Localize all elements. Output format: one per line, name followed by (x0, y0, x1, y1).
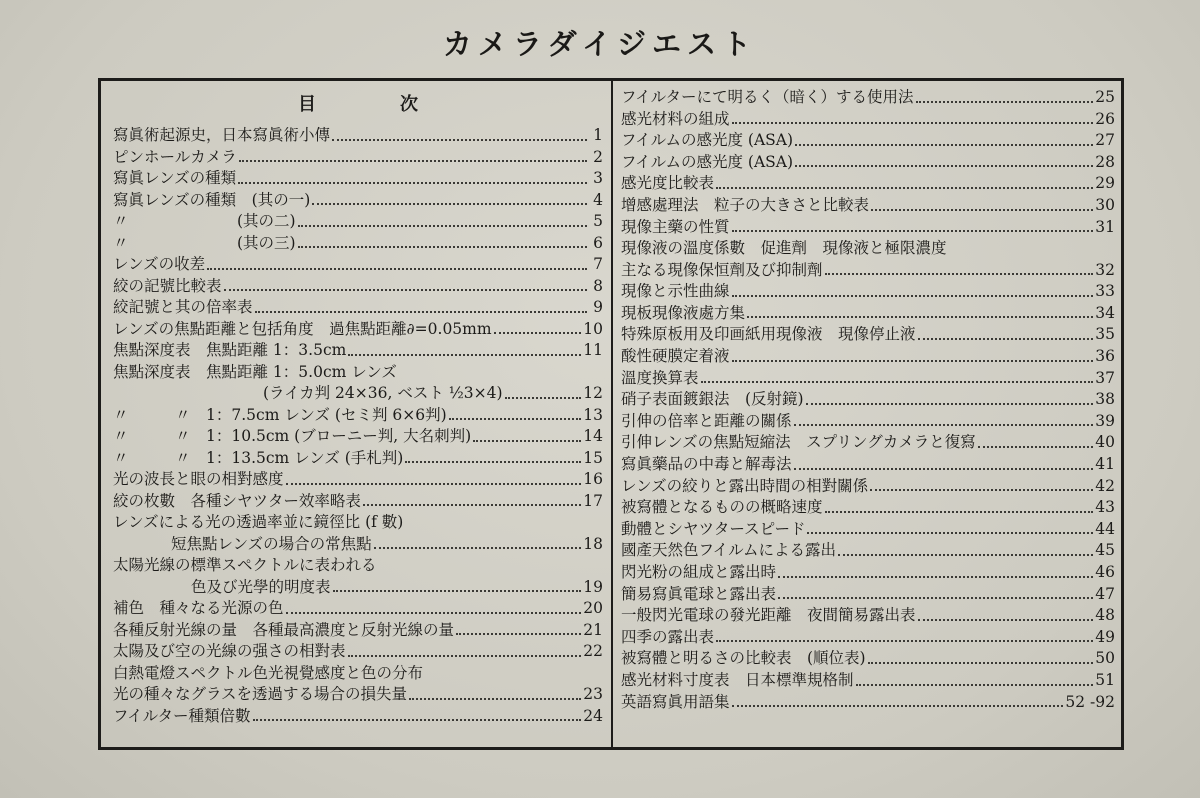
leader-dots (255, 310, 587, 313)
toc-entry-title: 絞の記號比較表 (113, 276, 222, 295)
toc-entry (113, 383, 603, 405)
toc-entry-page: 5 (593, 212, 603, 230)
leader-dots (312, 202, 587, 205)
toc-entry-title: 引伸レンズの焦點短縮法 スプリングカメラと復寫 (621, 433, 976, 452)
toc-entry-title: 絞の枚數 各種シヤツター效率略表 (113, 491, 361, 510)
leader-dots (494, 331, 582, 334)
leader-dots (286, 611, 582, 614)
toc-entry (621, 173, 1115, 195)
toc-entry-title: 四季の露出表 (621, 627, 715, 646)
toc-entry (621, 519, 1115, 541)
toc-entry-title: 太陽及び空の光線の强さの相對表 (113, 642, 346, 660)
toc-entry (113, 706, 603, 728)
toc-entry-title: 現像主藥の性質 (621, 217, 730, 236)
toc-entry-title: 光の種々なグラスを透過する場合の損失量 (113, 685, 408, 703)
toc-entry-page: 31 (1095, 217, 1115, 236)
toc-entry-page: 24 (583, 706, 603, 725)
leader-dots (374, 546, 582, 549)
toc-entry-title-line: 太陽光線の標準スペクトルに表われる (113, 556, 377, 574)
leader-dots (778, 596, 1093, 599)
toc-entry-title: 動體とシヤツタースピード (621, 519, 806, 538)
toc-entry (113, 577, 603, 599)
toc-entry-title: 酸性硬膜定着液 (621, 347, 730, 366)
toc-entry-title: レンズの焦點距離と包括角度 過焦點距離∂=0.05mm (113, 319, 492, 338)
toc-entry-page: 19 (583, 577, 603, 596)
toc-entry-title: 現像と示性曲線 (621, 282, 730, 301)
toc-entry (621, 217, 1115, 239)
toc-entry-title: 簡易寫眞電球と露出表 (621, 584, 777, 603)
toc-entry-title: 溫度換算表 (621, 368, 699, 387)
leader-dots (870, 488, 1093, 491)
toc-entry (621, 692, 1115, 714)
leader-dots (825, 272, 1094, 275)
toc-entry-title-line: レンズによる光の透過率並に鏡徑比 (f 數) (113, 513, 404, 531)
toc-entry-page: 43 (1095, 498, 1115, 517)
toc-entry (621, 130, 1115, 152)
toc-left-column (113, 81, 603, 727)
toc-entry-page: 3 (593, 169, 603, 187)
toc-entry (113, 297, 603, 319)
toc-entry-title: 寫眞レンズの種類 (其の一) (113, 190, 311, 209)
toc-entry (621, 152, 1115, 174)
toc-entry-title-line: 白熱電燈スペクトル色光視覺感度と色の分布 (113, 663, 424, 682)
toc-entry-title: フイルムの感光度 (ASA) (621, 131, 794, 150)
leader-dots (224, 288, 587, 291)
toc-entry-title: 國產天然色フイルムによる露出 (621, 541, 836, 560)
toc-entry-page: 13 (583, 405, 603, 424)
toc-entry (621, 540, 1115, 562)
toc-entry-title: 補色 種々なる光源の色 (113, 599, 284, 617)
leader-dots (825, 510, 1094, 513)
leader-dots (918, 337, 1094, 340)
toc-entry-title: 寫眞藥品の中毒と解毒法 (621, 455, 792, 473)
toc-entry (113, 125, 603, 147)
toc-entry-page: 12 (583, 384, 603, 402)
toc-entry (621, 346, 1115, 368)
toc-entry-title: フイルムの感光度 (ASA) (621, 152, 794, 171)
toc-entry-page: 38 (1095, 390, 1115, 409)
toc-entry (621, 432, 1115, 454)
leader-dots (795, 164, 1093, 167)
leader-dots (716, 639, 1093, 642)
toc-entry-page: 25 (1095, 88, 1115, 106)
leader-dots (348, 654, 582, 657)
toc-entry (621, 476, 1115, 498)
toc-entry-page: 14 (583, 427, 603, 445)
leader-dots (409, 697, 581, 700)
leader-dots (732, 294, 1094, 297)
toc-entry-page: 7 (593, 255, 603, 273)
toc-entry-title: 特殊原板用及印画紙用現像液 現像停止液 (621, 325, 916, 344)
toc-entry-page: 33 (1095, 282, 1115, 301)
toc-entry (621, 497, 1115, 519)
toc-entry (113, 168, 603, 190)
leader-dots (363, 503, 581, 506)
toc-entry-page: 4 (593, 190, 603, 209)
toc-entry (621, 627, 1115, 649)
toc-entry (113, 405, 603, 427)
toc-entry-page: 32 (1095, 260, 1115, 279)
leader-dots (795, 143, 1093, 146)
leader-dots (807, 531, 1093, 534)
toc-entry-page: 2 (593, 147, 603, 166)
leader-dots (333, 589, 582, 592)
toc-entry-page: 26 (1095, 109, 1115, 128)
toc-entry (113, 641, 603, 663)
toc-entry-title: 英語寫眞用語集 (621, 692, 730, 711)
leader-dots (794, 423, 1094, 426)
leader-dots (978, 445, 1094, 448)
toc-entry-title: 〃 〃 1：13.5cm レンズ (手札判) (113, 448, 404, 467)
toc-entry-title: 增感處理法 粒子の大きさと比較表 (621, 195, 870, 214)
toc-entry-page: 22 (583, 642, 603, 660)
leader-dots (871, 208, 1093, 211)
toc-entry-page: 51 (1095, 670, 1115, 689)
toc-entry-title: 各種反射光線の量 各種最高濃度と反射光線の量 (113, 620, 455, 639)
leader-dots (449, 417, 582, 420)
toc-entry-page: 52 -92 (1065, 692, 1115, 711)
toc-entry-page: 37 (1095, 368, 1115, 387)
toc-entry-page: 15 (583, 448, 603, 467)
toc-entry-title-line: 現像液の溫度係數 促進劑 現像液と極限濃度 (621, 239, 947, 258)
toc-entry-page: 44 (1095, 519, 1115, 538)
leader-dots (732, 359, 1094, 362)
toc-entry (113, 598, 603, 620)
toc-entry-title: フイルター種類倍數 (113, 706, 251, 725)
leader-dots (298, 224, 587, 227)
toc-entry (621, 605, 1115, 627)
toc-entry (621, 281, 1115, 303)
toc-entry-page: 49 (1095, 627, 1115, 646)
toc-entry (113, 340, 603, 362)
book-title: カメラダイジエスト (442, 27, 758, 61)
toc-entry-page: 41 (1095, 455, 1115, 473)
toc-entry (113, 254, 603, 276)
toc-entry-page: 47 (1095, 584, 1115, 603)
toc-entry-page: 10 (583, 319, 603, 338)
leader-dots (253, 718, 582, 721)
toc-entry-title: 色及び光學的明度表 (191, 577, 331, 596)
leader-dots (473, 439, 581, 442)
toc-entry (621, 648, 1115, 670)
toc-entry (621, 303, 1115, 325)
toc-entry (113, 190, 603, 212)
toc-entry-title: 閃光粉の組成と露出時 (621, 562, 777, 581)
toc-heading: 目次 (298, 94, 502, 115)
toc-entry-title: 引伸の倍率と距離の關係 (621, 411, 792, 430)
toc-entry-title: 感光材料寸度表 日本標準規格制 (621, 670, 854, 689)
leader-dots (207, 267, 587, 270)
toc-entry-title: 被寫體と明るさの比較表 (順位表) (621, 649, 866, 668)
toc-entry (113, 426, 603, 448)
toc-entry-page: 42 (1095, 476, 1115, 495)
toc-entry (621, 195, 1115, 217)
leader-dots (348, 353, 581, 356)
toc-entry-title: 硝子表面鍍銀法 (反射鏡) (621, 390, 804, 409)
toc-entry-page: 45 (1095, 541, 1115, 560)
leader-dots (456, 632, 581, 635)
toc-entry (621, 368, 1115, 390)
toc-entry (621, 324, 1115, 346)
toc-entry-page: 39 (1095, 411, 1115, 430)
toc-entry-title: 感光材料の組成 (621, 109, 730, 128)
toc-entry (113, 620, 603, 642)
toc-entry-page: 23 (583, 685, 603, 703)
toc-entry (113, 534, 603, 556)
toc-entry-title: 短焦點レンズの場合の常焦點 (171, 534, 372, 553)
toc-entry-page: 16 (583, 470, 603, 488)
toc-entry-page: 8 (593, 276, 603, 295)
toc-entry-page: 28 (1095, 152, 1115, 171)
toc-entry-title: レンズの收差 (113, 255, 206, 273)
leader-dots (916, 100, 1094, 103)
toc-entry-page: 29 (1095, 174, 1115, 193)
leader-dots (239, 159, 587, 162)
toc-entry-title: 感光度比較表 (621, 174, 715, 193)
toc-entry (113, 491, 603, 513)
toc-entry-page: 17 (583, 491, 603, 510)
leader-dots (701, 380, 1094, 383)
toc-entry-page: 18 (583, 534, 603, 553)
toc-entry (113, 448, 603, 470)
toc-entry-page: 11 (583, 341, 603, 359)
toc-entry-page: 34 (1095, 303, 1115, 322)
toc-entry-title: 主なる現像保恒劑及び抑制劑 (621, 260, 823, 279)
toc-entry (621, 260, 1115, 282)
leader-dots (716, 186, 1093, 189)
toc-entry (113, 469, 603, 491)
toc-entry-page: 6 (593, 233, 603, 252)
leader-dots (732, 704, 1064, 707)
toc-entry (621, 87, 1115, 109)
toc-entry-title: 〃 〃 1：10.5cm (ブローニー判, 大名刺判) (113, 427, 472, 445)
toc-entry-page: 36 (1095, 347, 1115, 366)
toc-entry (621, 109, 1115, 131)
toc-entry-page: 40 (1095, 433, 1115, 452)
toc-entry-page: 35 (1095, 325, 1115, 344)
toc-entry-page: 1 (593, 126, 603, 144)
leader-dots (806, 402, 1094, 405)
toc-entry (621, 454, 1115, 476)
toc-entry-title: ピンホールカメラ (113, 147, 237, 166)
leader-dots (747, 315, 1093, 318)
toc-entry (113, 684, 603, 706)
toc-entry-title-line: 焦點深度表 焦點距離 1：5.0cm レンズ (113, 362, 397, 381)
toc-entry (113, 211, 603, 233)
leader-dots (918, 618, 1094, 621)
toc-entry (621, 584, 1115, 606)
toc-entry (113, 276, 603, 298)
leader-dots (405, 460, 581, 463)
leader-dots (238, 181, 587, 184)
leader-dots (505, 396, 582, 399)
leader-dots (778, 575, 1093, 578)
toc-entry-title: 寫眞術起源史，日本寫眞術小傳 (113, 126, 331, 144)
toc-entry-title: レンズの絞りと露出時間の相對關係 (621, 476, 869, 495)
toc-entry (621, 562, 1115, 584)
toc-entry-page: 9 (593, 298, 603, 316)
toc-entry-title: (ライカ判 24×36, ベスト ½3×4) (263, 384, 503, 402)
toc-entry-page: 30 (1095, 195, 1115, 214)
toc-entry-title: 現板現像液處方集 (621, 303, 746, 322)
leader-dots (868, 661, 1094, 664)
column-divider (611, 81, 613, 747)
leader-dots (856, 683, 1094, 686)
toc-entry-title: 〃 〃 1：7.5cm レンズ (セミ判 6×6判) (113, 405, 447, 424)
leader-dots (794, 467, 1094, 470)
toc-entry (113, 233, 603, 255)
leader-dots (732, 229, 1094, 232)
toc-entry-page: 48 (1095, 606, 1115, 625)
toc-entry-page: 21 (583, 620, 603, 639)
toc-entry-page: 20 (583, 599, 603, 617)
toc-entry-page: 46 (1095, 562, 1115, 581)
leader-dots (838, 553, 1093, 556)
table-of-contents-box (98, 78, 1124, 750)
toc-entry-title: 寫眞レンズの種類 (113, 169, 237, 187)
toc-entry (621, 411, 1115, 433)
toc-entry-title: 〃 (其の二) (113, 212, 296, 230)
toc-entry-title: 一般閃光電球の發光距離 夜間簡易露出表 (621, 606, 916, 625)
toc-entry (113, 147, 603, 169)
toc-entry (621, 389, 1115, 411)
toc-entry-title: フイルターにて明るく（暗く）する使用法 (621, 88, 914, 106)
leader-dots (732, 121, 1094, 124)
toc-entry-page: 50 (1095, 649, 1115, 668)
toc-entry-title: 〃 (其の三) (113, 233, 296, 252)
toc-entry-title: 焦點深度表 焦點距離 1：3.5cm (113, 341, 347, 359)
toc-right-column (621, 81, 1115, 713)
toc-entry-title: 被寫體となるものの概略速度 (621, 498, 823, 517)
toc-entry-title: 光の波長と眼の相對感度 (113, 470, 284, 488)
toc-entry (621, 670, 1115, 692)
leader-dots (298, 245, 587, 248)
toc-entry-page: 27 (1095, 131, 1115, 150)
toc-entry-title: 絞記號と其の倍率表 (113, 298, 253, 316)
toc-entry (113, 319, 603, 341)
leader-dots (332, 138, 587, 141)
leader-dots (286, 482, 582, 485)
